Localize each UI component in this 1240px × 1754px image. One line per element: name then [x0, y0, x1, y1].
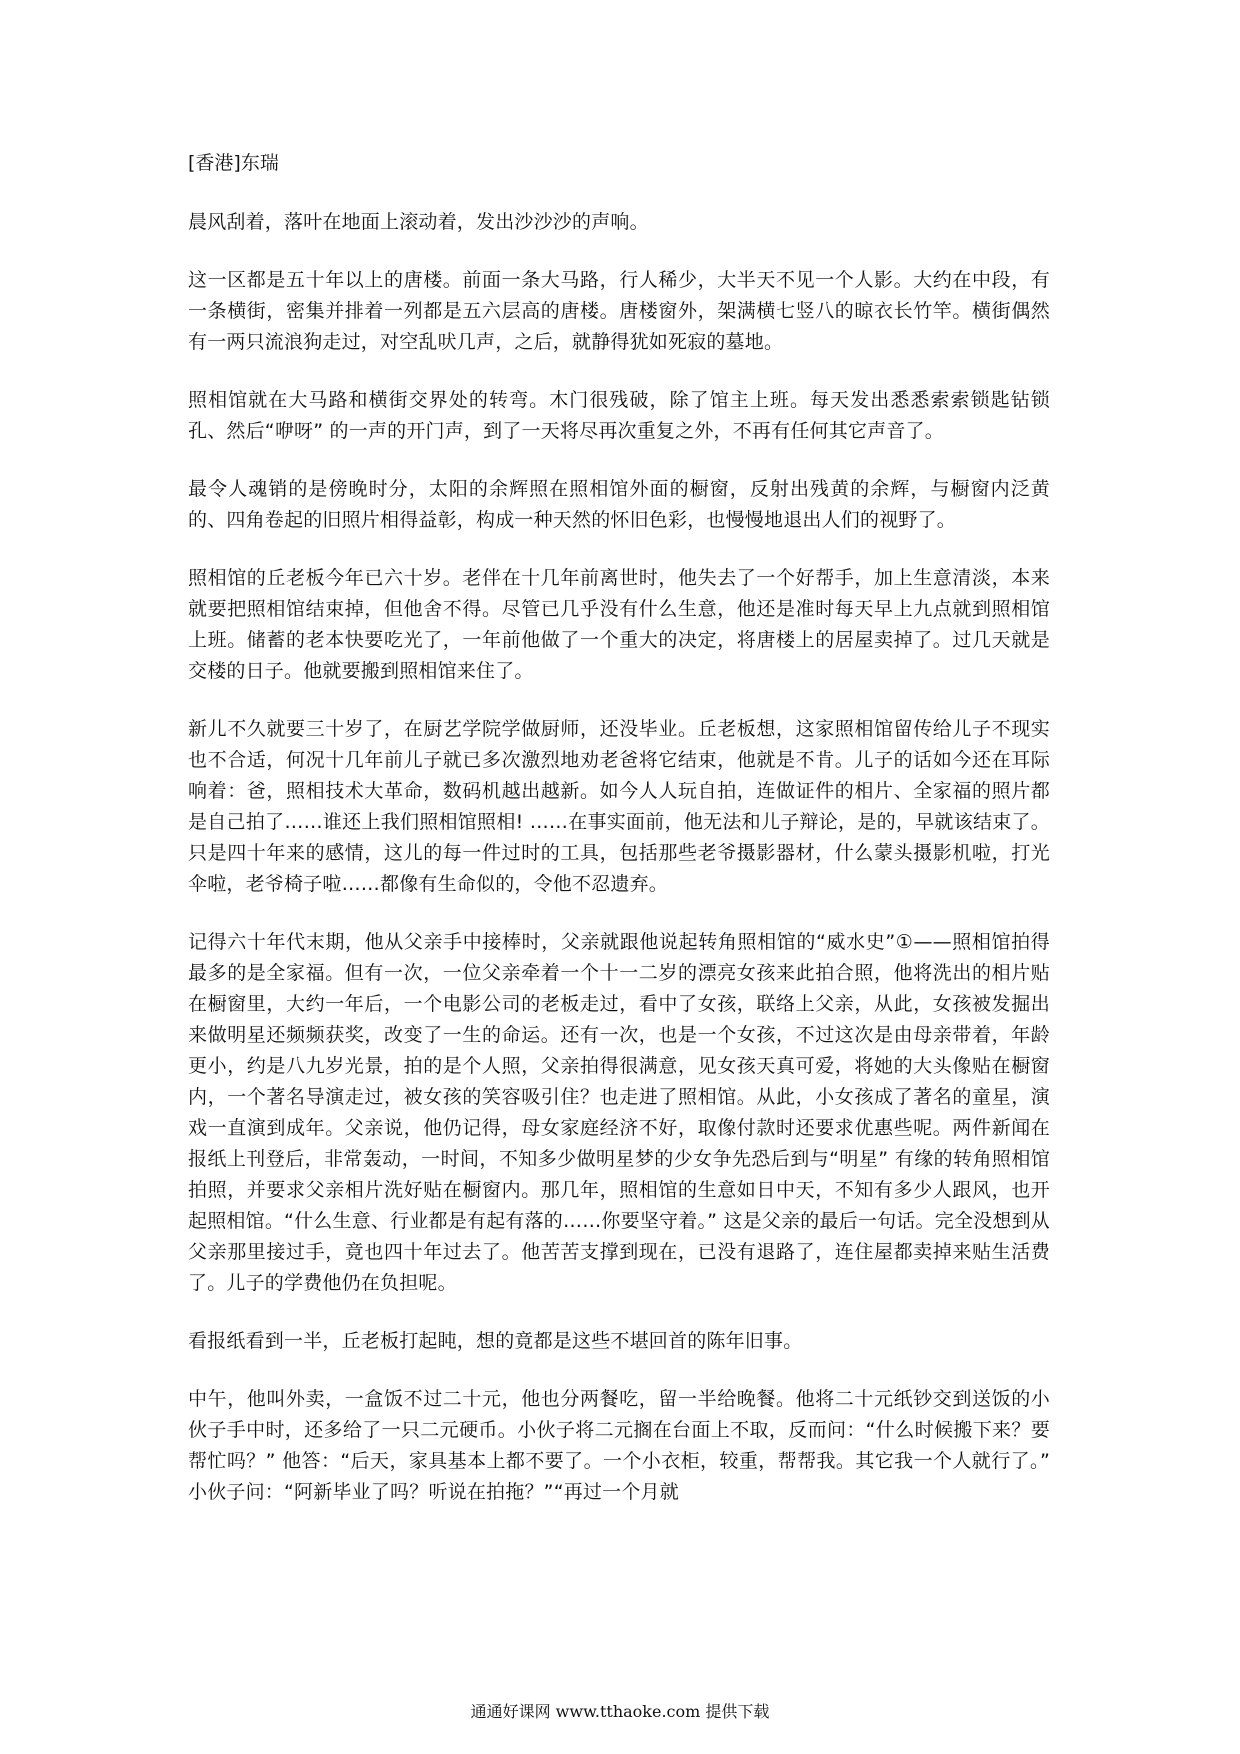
paragraph-9: 中午，他叫外卖，一盒饭不过二十元，他也分两餐吃，留一半给晚餐。他将二十元纸钞交到送饭的小伙子手中时，还多给了一只二元硬币。小伙子将二元搁在台面上不取，反而问：“什么时候搬下来？要帮忙吗？” 他答：“后天，家具基本上都不要了。一个小衣柜，较重，帮帮我。其它我一个人就行了。” 小伙子问：“阿新毕业了吗？听说在拍拖？”“再过一个月就 — [188, 1388, 1050, 1503]
paragraph-3: 照相馆就在大马路和横街交界处的转弯。木门很残破，除了馆主上班。每天发出悉悉索索锁匙钻锁孔、然后“咿呀” 的一声的开门声，到了一天将尽再次重复之外，不再有任何其它声音了。 — [188, 389, 1050, 442]
author-line: [香港]东瑞 — [188, 152, 279, 174]
paragraph-8: 看报纸看到一半，丘老板打起盹，想的竟都是这些不堪回首的陈年旧事。 — [188, 1330, 803, 1352]
paragraph-6: 新儿不久就要三十岁了，在厨艺学院学做厨师，还没毕业。丘老板想，这家照相馆留传给儿子不现实也不合适，何况十几年前儿子就已多次激烈地劝老爸将它结束，他就是不肯。儿子的话如今还在耳际响着：爸，照相技术大革命，数码机越出越新。如今人人玩自拍，连做证件的相片、全家福的照片都是自己拍了……谁还上我们照相馆照相! ……在事实面前，他无法和儿子辩论，是的，早就该结束了。只是四十年来的感情，这儿的每一件过时的工具，包括那些老爷摄影器材，什么蒙头摄影机啦，打光伞啦，老爷椅子啦……都像有生命似的，令他不忍遗弃。 — [188, 718, 1050, 895]
paragraph-5: 照相馆的丘老板今年已六十岁。老伴在十几年前离世时，他失去了一个好帮手，加上生意清淡，本来就要把照相馆结束掉，但他舍不得。尽管已几乎没有什么生意，他还是准时每天早上九点就到照相馆上班。储蓄的老本快要吃光了，一年前他做了一个重大的决定，将唐楼上的居屋卖掉了。过几天就是交楼的日子。他就要搬到照相馆来住了。 — [188, 567, 1050, 682]
footer-source-line: 通通好课网 www.tthaoke.com 提供下载 — [470, 1702, 770, 1721]
paragraph-7: 记得六十年代末期，他从父亲手中接棒时，父亲就跟他说起转角照相馆的“威水史”①——照相馆拍得最多的是全家福。但有一次，一位父亲牵着一个十一二岁的漂亮女孩来此拍合照，他将洗出的相片贴在橱窗里，大约一年后，一个电影公司的老板走过，看中了女孩，联络上父亲，从此，女孩被发掘出来做明星还频频获奖，改变了一生的命运。还有一次，也是一个女孩，不过这次是由母亲带着，年龄更小，约是八九岁光景，拍的是个人照，父亲拍得很满意，见女孩天真可爱，将她的大头像贴在橱窗内，一个著名导演走过，被女孩的笑容吸引住？也走进了照相馆。从此，小女孩成了著名的童星，演戏一直演到成年。父亲说，他仍记得，母女家庭经济不好，取像付款时还要求优惠些呢。两件新闻在报纸上刊登后，非常轰动，一时间，不知多少做明星梦的少女争先恐后到与“明星” 有缘的转角照相馆拍照，并要求父亲相片洗好贴在橱窗内。那几年，照相馆的生意如日中天，不知有多少人跟风，也开起照相馆。“什么生意、行业都是有起有落的……你要坚守着。” 这是父亲的最后一句话。完全没想到从父亲那里接过手，竟也四十年过去了。他苦苦支撑到现在，已没有退路了，连住屋都卖掉来贴生活费了。儿子的学费他仍在负担呢。 — [188, 931, 1050, 1294]
article-body — [188, 148, 1050, 1535]
paragraph-4: 最令人魂销的是傍晚时分，太阳的余辉照在照相馆外面的橱窗，反射出残黄的余辉，与橱窗内泛黄的、四角卷起的旧照片相得益彰，构成一种天然的怀旧色彩，也慢慢地退出人们的视野了。 — [188, 478, 1050, 531]
paragraph-1: 晨风刮着，落叶在地面上滚动着，发出沙沙沙的声响。 — [188, 211, 649, 233]
paragraph-2: 这一区都是五十年以上的唐楼。前面一条大马路，行人稀少，大半天不见一个人影。大约在中段，有一条横街，密集并排着一列都是五六层高的唐楼。唐楼窗外，架满横七竖八的晾衣长竹竿。横街偶然有一两只流浪狗走过，对空乱吠几声，之后，就静得犹如死寂的墓地。 — [188, 269, 1050, 353]
